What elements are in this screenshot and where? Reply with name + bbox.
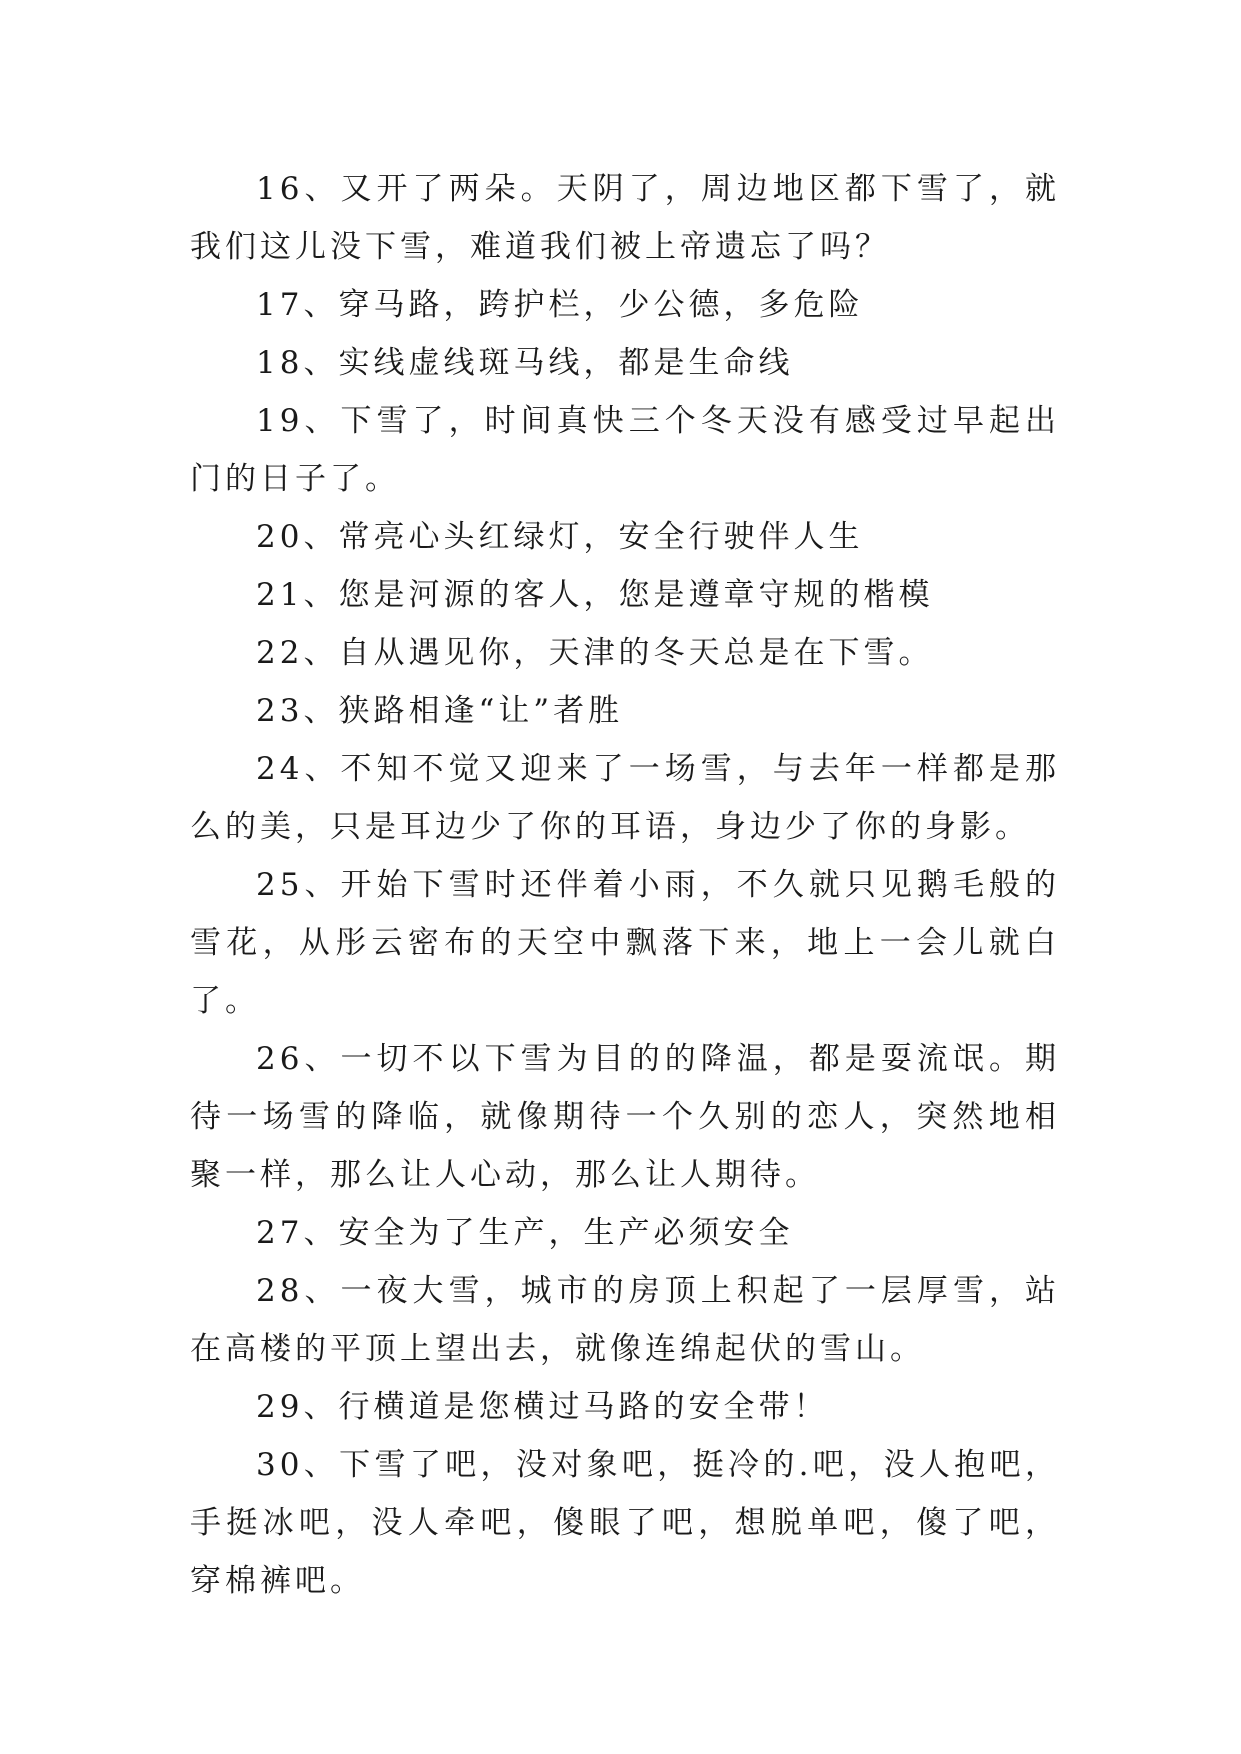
document-body (190, 160, 1060, 1610)
paragraph-23: 23、狭路相逢“让”者胜 (256, 693, 624, 729)
paragraph-18: 18、实线虚线斑马线，都是生命线 (256, 345, 794, 381)
paragraph-24: 24、不知不觉又迎来了一场雪，与去年一样都是那么的美，只是耳边少了你的耳语，身边少了你的身影。 (190, 751, 1060, 845)
paragraph-19: 19、下雪了，时间真快三个冬天没有感受过早起出门的日子了。 (190, 403, 1060, 497)
paragraph-21: 21、您是河源的客人，您是遵章守规的楷模 (256, 577, 934, 613)
paragraph-29: 29、行横道是您横过马路的安全带！ (256, 1389, 829, 1425)
paragraph-25: 25、开始下雪时还伴着小雨，不久就只见鹅毛般的雪花，从彤云密布的天空中飘落下来，地上一会儿就白了。 (190, 867, 1060, 1019)
paragraph-27: 27、安全为了生产，生产必须安全 (256, 1215, 794, 1251)
paragraph-22: 22、自从遇见你，天津的冬天总是在下雪。 (256, 635, 934, 671)
paragraph-26: 26、一切不以下雪为目的的降温，都是耍流氓。期待一场雪的降临，就像期待一个久别的恋人，突然地相聚一样，那么让人心动，那么让人期待。 (190, 1041, 1060, 1193)
paragraph-20: 20、常亮心头红绿灯，安全行驶伴人生 (256, 519, 864, 555)
paragraph-28: 28、一夜大雪，城市的房顶上积起了一层厚雪，站在高楼的平顶上望出去，就像连绵起伏的雪山。 (190, 1273, 1060, 1367)
paragraph-30: 30、下雪了吧，没对象吧，挺冷的.吧，没人抱吧，手挺冰吧，没人牵吧，傻眼了吧，想脱单吧，傻了吧，穿棉裤吧。 (190, 1447, 1060, 1599)
paragraph-17: 17、穿马路，跨护栏，少公德，多危险 (256, 287, 864, 323)
paragraph-16: 16、又开了两朵。天阴了，周边地区都下雪了，就我们这儿没下雪，难道我们被上帝遗忘了吗？ (190, 171, 1060, 265)
